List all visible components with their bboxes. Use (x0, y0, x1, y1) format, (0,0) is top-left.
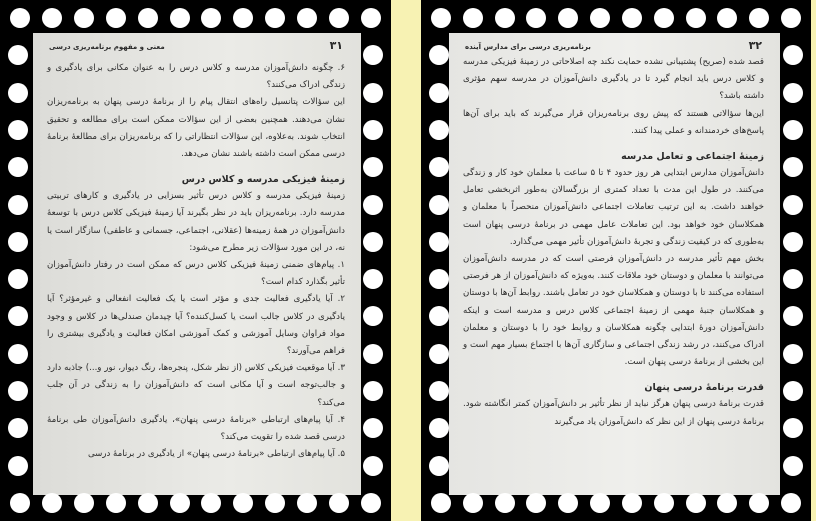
frame-dot (717, 8, 737, 28)
frame-dot (363, 381, 383, 401)
frame-dot (265, 8, 285, 28)
right-page-frame (421, 0, 811, 521)
frame-dot (8, 344, 28, 364)
frame-dot (363, 344, 383, 364)
frame-dot (361, 8, 381, 28)
frame-dot (329, 493, 349, 513)
paragraph: این سؤالات پتانسیل راه‌های انتقال پیام را از برنامهٔ درسی پنهان به برنامه‌ریزان نشان می‌دهند. همچنین بعضی از این سؤالات ممکن است برای مطالعه و تحقیق انتخاب شوند. به‌علاوه، این سؤالات انتظاراتی را که برنامه‌ریزان برای مطالعهٔ برنامهٔ درسی ممکن است داشته باشند نشان می‌دهد. (47, 97, 345, 160)
frame-dot (526, 493, 546, 513)
page-gap (391, 0, 421, 521)
frame-dot (363, 306, 383, 326)
frame-dot (10, 493, 30, 513)
frame-dot (686, 493, 706, 513)
frame-dot (363, 269, 383, 289)
frame-dot (363, 232, 383, 252)
frame-dot (42, 8, 62, 28)
frame-dot (783, 344, 803, 364)
section-heading: قدرت برنامهٔ درسی پنهان (644, 382, 764, 394)
frame-dot (783, 45, 803, 65)
frame-dot (558, 8, 578, 28)
frame-dot (233, 493, 253, 513)
frame-dot (590, 8, 610, 28)
paragraph: قصد شده (صریح) پشتیبانی نشده حمایت نکند چه اصلاحاتی در زمینهٔ فیزیکی مدرسه و کلاس درس باید انجام گیرد تا در یادگیری دانش‌آموزان در مدرسه سهم مؤثری داشته باشد؟ (463, 57, 764, 102)
frame-dot (8, 157, 28, 177)
frame-dot (717, 493, 737, 513)
frame-dot (783, 83, 803, 103)
frame-dot (781, 8, 801, 28)
frame-dot (138, 493, 158, 513)
frame-dot (783, 306, 803, 326)
frame-dot (429, 83, 449, 103)
frame-dot (8, 232, 28, 252)
frame-dot (686, 8, 706, 28)
frame-dot (8, 456, 28, 476)
frame-dot (429, 418, 449, 438)
frame-dot (558, 493, 578, 513)
frame-dot (361, 493, 381, 513)
frame-dot (10, 8, 30, 28)
frame-dot (429, 120, 449, 140)
frame-dot (429, 157, 449, 177)
running-header (449, 33, 780, 54)
frame-dot (8, 269, 28, 289)
frame-dot (783, 195, 803, 215)
paragraph: ۳. آیا موقعیت فیزیکی کلاس (از نظر شکل، پنجره‌ها، رنگ دیوار، نور و...) جاذبه دارد و جالب‌توجه است و آیا مکانی است که دانش‌آموزان را به زندگی در آن جلب می‌کند؟ (47, 363, 345, 408)
section-heading: زمینهٔ اجتماعی و تعامل مدرسه (621, 151, 764, 163)
frame-dot (783, 120, 803, 140)
frame-dot (265, 493, 285, 513)
frame-dot (8, 381, 28, 401)
frame-dot (590, 493, 610, 513)
header-title: برنامه‌ریزی درسی برای مدارس آینده (465, 43, 591, 51)
page-body (33, 54, 361, 463)
frame-dot (170, 8, 190, 28)
frame-dot (749, 8, 769, 28)
frame-dot (429, 456, 449, 476)
frame-dot (8, 195, 28, 215)
paragraph: ۵. آیا پیام‌های ارتباطی «برنامهٔ درسی پنهان» از یادگیری در برنامهٔ درسی (87, 449, 345, 460)
frame-dot (42, 493, 62, 513)
right-book-page (449, 33, 780, 495)
frame-dot (431, 493, 451, 513)
frame-dot (783, 269, 803, 289)
frame-dot (463, 8, 483, 28)
frame-dot (429, 195, 449, 215)
frame-dot (783, 157, 803, 177)
frame-dot (170, 493, 190, 513)
frame-dot (74, 8, 94, 28)
frame-dot (8, 418, 28, 438)
frame-dot (8, 120, 28, 140)
frame-dot (783, 381, 803, 401)
frame-dot (429, 269, 449, 289)
frame-dot (201, 8, 221, 28)
frame-dot (781, 493, 801, 513)
section-heading: زمینهٔ فیزیکی مدرسه و کلاس درس (181, 174, 345, 186)
frame-dot (783, 418, 803, 438)
frame-dot (329, 8, 349, 28)
running-header (33, 33, 361, 54)
frame-dot (783, 232, 803, 252)
frame-dot (8, 306, 28, 326)
page-number: ۳۲ (748, 39, 762, 52)
frame-dot (749, 493, 769, 513)
paragraph: ۶. چگونه دانش‌آموزان مدرسه و کلاس درس را به عنوان مکانی برای یادگیری و زندگی ادراک می‌کنند؟ (47, 63, 345, 91)
frame-dot (622, 493, 642, 513)
frame-dot (654, 493, 674, 513)
frame-dot (297, 8, 317, 28)
frame-dot (622, 8, 642, 28)
page-body (449, 54, 780, 431)
frame-dot (106, 8, 126, 28)
frame-dot (363, 45, 383, 65)
frame-dot (8, 45, 28, 65)
frame-dot (363, 83, 383, 103)
frame-dot (297, 493, 317, 513)
frame-dot (233, 8, 253, 28)
left-page-frame (0, 0, 391, 521)
frame-dot (106, 493, 126, 513)
paragraph: ۲. آیا یادگیری فعالیت جدی و مؤثر است یا یک فعالیت انفعالی و غیرمؤثر؟ آیا یادگیری در کلاس جالب است یا کسل‌کننده؟ آیا چیدمان صندلی‌ها در کلاس و وجود مواد فراوان وسایل آموزشی و کمک آموزشی امکان فعالیت و یادگیری بیشتری را فراهم می‌آورند؟ (47, 294, 345, 357)
frame-dot (363, 418, 383, 438)
frame-dot (526, 8, 546, 28)
frame-dot (429, 45, 449, 65)
paragraph: بخش مهم تأثیر مدرسه در دانش‌آموزان فرصتی است که در مدرسه دانش‌آموزان می‌توانند با معلمان و دوستان خود ملاقات کنند. به‌ویژه که دانش‌آموزان از هر فرصتی استفاده می‌کنند تا با دوستان و همکلاسان خود در تعامل باشند. روابط آن‌ها با دوستان و همکلاسان جنبهٔ مهمی از زمینهٔ اجتماعی کلاس درس و مدرسه است و اینکه دانش‌آموزان دورهٔ ابتدایی چگونه همکلاسان و روابط خود را با دوستان و معلمان ادراک می‌کنند، در رشد زندگی اجتماعی و سازگاری آن‌ها با اجتماع بسیار مهم است و این بخشی از برنامهٔ درسی پنهان است. (463, 254, 764, 368)
paragraph: دانش‌آموزان مدارس ابتدایی هر روز حدود ۴ تا ۵ ساعت با معلمان خود کار و زندگی می‌کنند. در طول این مدت با تعداد کمتری از بزرگسالان به‌طور اثربخشی تعامل خواهند داشت. به این ترتیب تعاملات اجتماعی دانش‌آموزان منحصراً با معلمان و همکلاسان خود خواهد بود. این تعاملات عامل مهمی در برنامهٔ درسی پنهان است به‌طوری که در کیفیت زندگی و تجربهٔ دانش‌آموزان تأثیر مهمی می‌گذارد. (463, 168, 764, 247)
frame-dot (363, 456, 383, 476)
frame-dot (429, 381, 449, 401)
left-book-page (33, 33, 361, 495)
frame-dot (429, 306, 449, 326)
paragraph: ۴. آیا پیام‌های ارتباطی «برنامهٔ درسی پنهان»، یادگیری دانش‌آموزان طی برنامهٔ درسی قصد شده را تقویت می‌کند؟ (47, 414, 345, 443)
frame-dot (74, 493, 94, 513)
frame-dot (783, 456, 803, 476)
header-title: معنی و مفهوم برنامه‌ریزی درسی (49, 43, 165, 51)
frame-dot (429, 232, 449, 252)
paragraph: زمینهٔ فیزیکی مدرسه و کلاس درس تأثیر بسزایی در یادگیری و کارهای تربیتی مدرسه دارد. برنامه‌ریزان باید در نظر بگیرند آیا زمینهٔ فیزیکی کلاس درس با توسعهٔ دانش‌آموزان در همهٔ زمینه‌ها (عقلانی، اجتماعی، جسمانی و عاطفی) سازگار است یا نه، در این مورد سؤالات زیر مطرح می‌شود: (47, 191, 345, 253)
paragraph: ۱. پیام‌های ضمنی زمینهٔ فیزیکی کلاس درس که ممکن است در رفتار دانش‌آموزان تأثیر بگذارد کدام است؟ (47, 260, 345, 288)
frame-dot (363, 120, 383, 140)
frame-dot (429, 344, 449, 364)
frame-dot (201, 493, 221, 513)
frame-dot (654, 8, 674, 28)
frame-dot (363, 195, 383, 215)
frame-dot (431, 8, 451, 28)
paragraph: قدرت برنامهٔ درسی پنهان هرگز نباید از نظر تأثیر بر دانش‌آموزان کمتر انگاشته شود. برنامهٔ درسی پنهان از این نظر که دانش‌آموزان یاد می‌گیرند (463, 399, 764, 427)
frame-dot (463, 493, 483, 513)
page-number: ۳۱ (329, 39, 343, 52)
frame-dot (363, 157, 383, 177)
paragraph: این‌ها سؤالاتی هستند که پیش روی برنامه‌ریزان قرار می‌گیرند که باید برای آن‌ها پاسخ‌های خردمندانه و عملی پیدا کنند. (463, 108, 764, 136)
frame-dot (495, 8, 515, 28)
frame-dot (495, 493, 515, 513)
frame-dot (138, 8, 158, 28)
frame-dot (8, 83, 28, 103)
